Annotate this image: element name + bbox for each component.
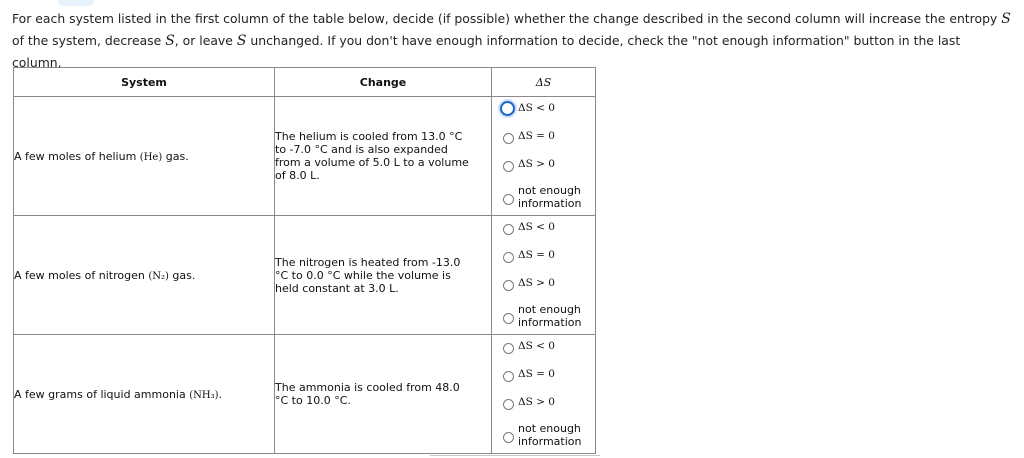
option-label xyxy=(518,303,582,329)
radio-button[interactable] xyxy=(503,161,514,172)
system-text-suffix: . xyxy=(218,387,223,401)
option-label-line: information xyxy=(518,316,582,329)
option-label xyxy=(518,422,582,448)
radio-button[interactable] xyxy=(503,194,514,205)
prompt-text: of the system, decrease xyxy=(12,33,166,48)
table-header-row xyxy=(14,68,596,97)
option-delta-s-negative[interactable] xyxy=(492,97,595,125)
option-not-enough-information[interactable] xyxy=(492,181,595,215)
radio-button[interactable] xyxy=(503,252,514,263)
table-row xyxy=(14,216,596,335)
option-not-enough-information[interactable] xyxy=(492,419,595,453)
option-delta-s-zero[interactable] xyxy=(492,244,595,272)
option-label-line: not enough xyxy=(518,422,581,435)
prompt-text: , or leave xyxy=(174,33,237,48)
system-text: A few moles of helium xyxy=(14,149,140,163)
entropy-symbol: S xyxy=(165,33,175,49)
radio-button[interactable] xyxy=(503,432,514,443)
option-label-line: not enough xyxy=(518,303,581,316)
option-label: ΔS > 0 xyxy=(518,158,555,170)
entropy-table xyxy=(13,67,596,454)
option-delta-s-zero[interactable] xyxy=(492,125,595,153)
option-not-enough-information[interactable] xyxy=(492,300,595,334)
option-label-line: not enough xyxy=(518,184,581,197)
question-prompt xyxy=(12,8,1012,73)
system-text: A few moles of nitrogen xyxy=(14,268,149,282)
option-delta-s-negative[interactable] xyxy=(492,335,595,363)
system-text-suffix: gas. xyxy=(162,149,189,163)
option-delta-s-zero[interactable] xyxy=(492,363,595,391)
radio-button[interactable] xyxy=(503,313,514,324)
prompt-text: For each system listed in the first column of the table below, decide (if possible) whether the change described in the second column will increase the entropy xyxy=(12,11,1002,26)
table-row xyxy=(14,335,596,454)
option-delta-s-negative[interactable] xyxy=(492,216,595,244)
option-label: ΔS < 0 xyxy=(518,340,555,352)
table-row xyxy=(14,97,596,216)
entropy-symbol: S xyxy=(236,33,247,49)
radio-button[interactable] xyxy=(503,343,514,354)
option-delta-s-positive[interactable] xyxy=(492,153,595,181)
entropy-symbol: S xyxy=(1001,11,1011,27)
change-cell xyxy=(275,335,492,454)
divider xyxy=(430,455,600,456)
option-label: ΔS < 0 xyxy=(518,102,555,114)
chemical-formula: (He) xyxy=(139,151,163,163)
system-text-suffix: gas. xyxy=(168,268,196,282)
change-text: The helium is cooled from 13.0 °C to -7.0 °C and is also expanded from a volume of 5.0 L to a volume of 8.0 L. xyxy=(275,130,469,182)
system-cell xyxy=(14,97,275,216)
options-cell xyxy=(492,216,596,335)
options-cell xyxy=(492,97,596,216)
system-text: A few grams of liquid ammonia xyxy=(14,387,190,401)
option-label: ΔS < 0 xyxy=(518,221,555,233)
change-text: The ammonia is cooled from 48.0 °C to 10.0 °C. xyxy=(275,381,460,407)
radio-button[interactable] xyxy=(503,224,514,235)
change-column-header: Change xyxy=(275,68,492,97)
option-label: ΔS = 0 xyxy=(518,249,555,261)
option-label: ΔS > 0 xyxy=(518,396,555,408)
chemical-formula: (NH₃) xyxy=(189,389,219,401)
radio-button[interactable] xyxy=(503,280,514,291)
option-label: ΔS = 0 xyxy=(518,368,555,380)
decorative-highlight xyxy=(58,0,94,6)
option-label-line: information xyxy=(518,197,582,210)
system-cell xyxy=(14,216,275,335)
radio-button[interactable] xyxy=(503,133,514,144)
options-cell xyxy=(492,335,596,454)
option-label: ΔS = 0 xyxy=(518,130,555,142)
option-delta-s-positive[interactable] xyxy=(492,272,595,300)
option-label: ΔS > 0 xyxy=(518,277,555,289)
delta-s-column-header: ΔS xyxy=(492,68,596,97)
change-text: The nitrogen is heated from -13.0 °C to 0.0 °C while the volume is held constant at 3.0 L. xyxy=(275,255,461,295)
chemical-formula: (N₂) xyxy=(148,270,169,282)
change-cell xyxy=(275,216,492,335)
prompt-text: unchanged. If you don't have enough information to decide, check the "not enough information" button in the last column. xyxy=(12,33,961,70)
option-label-line: information xyxy=(518,435,582,448)
radio-button[interactable] xyxy=(503,371,514,382)
option-delta-s-positive[interactable] xyxy=(492,391,595,419)
radio-button[interactable] xyxy=(500,101,515,116)
radio-button[interactable] xyxy=(503,399,514,410)
system-column-header: System xyxy=(14,68,275,97)
change-cell xyxy=(275,97,492,216)
option-label xyxy=(518,184,582,210)
system-cell xyxy=(14,335,275,454)
